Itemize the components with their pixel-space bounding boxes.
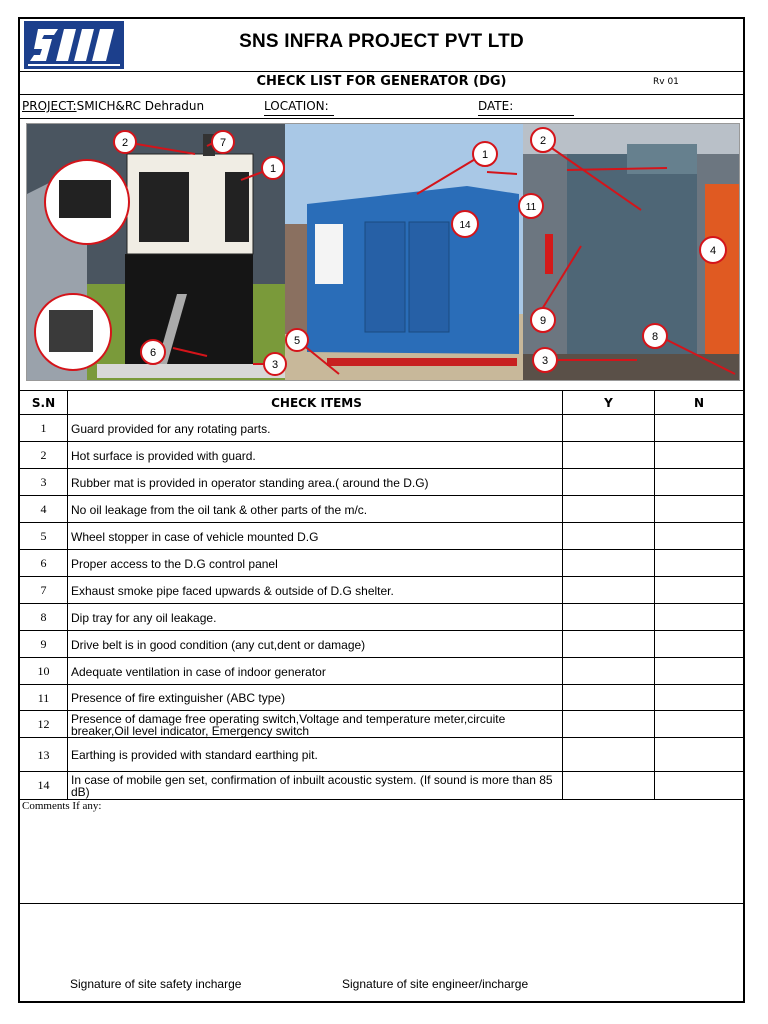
callout-marker	[212, 131, 234, 153]
table-row	[20, 603, 743, 631]
callout-number: 1	[269, 163, 277, 175]
row-number: 2	[20, 442, 68, 469]
check-item-text: Hot surface is provided with guard.	[68, 442, 563, 469]
divider	[20, 903, 743, 904]
table-row	[20, 549, 743, 577]
check-item-text: No oil leakage from the oil tank & other parts of the m/c.	[68, 496, 563, 523]
location-label: LOCATION:	[264, 99, 329, 113]
divider	[20, 118, 743, 119]
table-header-row	[20, 390, 743, 415]
yes-cell[interactable]	[563, 577, 655, 604]
callout-number: 11	[525, 202, 537, 213]
table-row	[20, 495, 743, 523]
yes-cell[interactable]	[563, 658, 655, 685]
safety-incharge-signature-label: Signature of site safety incharge	[70, 977, 242, 991]
header-check-items: CHECK ITEMS	[68, 391, 563, 415]
date-underline	[478, 115, 574, 116]
row-number: 4	[20, 496, 68, 523]
callout-marker	[262, 157, 284, 179]
callout-number: 14	[459, 220, 471, 231]
generator-photo-composite	[26, 123, 740, 381]
comments-label: Comments If any:	[22, 800, 102, 812]
no-cell[interactable]	[655, 738, 743, 772]
table-row	[20, 468, 743, 496]
callout-marker	[141, 340, 165, 364]
no-cell[interactable]	[655, 469, 743, 496]
callout-number: 3	[271, 359, 279, 371]
location-underline	[264, 115, 334, 116]
table-row	[20, 710, 743, 738]
no-cell[interactable]	[655, 604, 743, 631]
checklist-title: CHECK LIST FOR GENERATOR (DG)	[256, 74, 507, 89]
header-yes: Y	[563, 391, 655, 415]
table-row	[20, 576, 743, 604]
row-number: 13	[20, 738, 68, 772]
callout-number: 7	[219, 137, 227, 149]
revision-label: Rv 01	[653, 77, 679, 87]
yes-cell[interactable]	[563, 550, 655, 577]
no-cell[interactable]	[655, 772, 743, 799]
row-number: 10	[20, 658, 68, 685]
yes-cell[interactable]	[563, 711, 655, 738]
yes-cell[interactable]	[563, 415, 655, 442]
no-cell[interactable]	[655, 658, 743, 685]
check-item-text: Dip tray for any oil leakage.	[68, 604, 563, 631]
no-cell[interactable]	[655, 631, 743, 658]
check-item-text: Rubber mat is provided in operator standing area.( around the D.G)	[68, 469, 563, 496]
check-item-text: Earthing is provided with standard earthing pit.	[68, 738, 563, 772]
no-cell[interactable]	[655, 442, 743, 469]
project-value: SMICH&RC Dehradun	[76, 99, 205, 113]
check-item-text: Presence of fire extinguisher (ABC type)	[68, 685, 563, 711]
check-item-text: Guard provided for any rotating parts.	[68, 415, 563, 442]
check-item-text: Wheel stopper in case of vehicle mounted D.G	[68, 523, 563, 550]
header-no: N	[693, 396, 705, 410]
callout-marker	[533, 348, 557, 372]
table-row	[20, 441, 743, 469]
no-cell[interactable]	[655, 685, 743, 711]
date-label: DATE:	[478, 99, 514, 113]
no-cell[interactable]	[655, 496, 743, 523]
callout-number: 2	[121, 137, 129, 149]
callout-number: 6	[149, 347, 157, 359]
callout-marker	[452, 211, 478, 237]
row-number: 3	[20, 469, 68, 496]
table-row	[20, 684, 743, 711]
yes-cell[interactable]	[563, 772, 655, 799]
row-number: 8	[20, 604, 68, 631]
table-row	[20, 657, 743, 685]
yes-cell[interactable]	[563, 685, 655, 711]
no-cell[interactable]	[655, 523, 743, 550]
check-item-text: Exhaust smoke pipe faced upwards & outside of D.G shelter.	[68, 577, 563, 604]
callout-marker	[643, 324, 667, 348]
yes-cell[interactable]	[563, 523, 655, 550]
checklist-sheet	[18, 17, 745, 1003]
callout-number: 9	[539, 315, 547, 327]
callout-number: 5	[293, 335, 301, 347]
yes-cell[interactable]	[563, 604, 655, 631]
no-cell[interactable]	[655, 550, 743, 577]
row-number: 6	[20, 550, 68, 577]
project-label: PROJECT:	[22, 99, 77, 113]
no-cell[interactable]	[655, 577, 743, 604]
row-number: 12	[20, 711, 68, 738]
callout-marker	[519, 194, 543, 218]
row-number: 7	[20, 577, 68, 604]
check-item-text: Adequate ventilation in case of indoor generator	[68, 658, 563, 685]
row-number: 11	[20, 685, 68, 711]
no-cell[interactable]	[655, 711, 743, 738]
row-number: 1	[20, 415, 68, 442]
check-item-text: Drive belt is in good condition (any cut,dent or damage)	[68, 631, 563, 658]
no-cell[interactable]	[655, 415, 743, 442]
divider	[20, 94, 743, 95]
check-item-text: Presence of damage free operating switch,Voltage and temperature meter,circuite breaker,Oil level indicator, Emergency switch	[68, 711, 563, 738]
callout-marker	[531, 128, 555, 152]
header-sn: S.N	[20, 391, 68, 415]
callout-number: 4	[709, 245, 717, 257]
callout-number: 2	[539, 135, 547, 147]
yes-cell[interactable]	[563, 631, 655, 658]
yes-cell[interactable]	[563, 442, 655, 469]
divider	[20, 71, 743, 72]
yes-cell[interactable]	[563, 496, 655, 523]
callout-marker	[286, 329, 308, 351]
row-number: 9	[20, 631, 68, 658]
table-row	[20, 414, 743, 442]
table-row	[20, 522, 743, 550]
check-item-text: Proper access to the D.G control panel	[68, 550, 563, 577]
project-field	[22, 99, 204, 113]
table-row	[20, 737, 743, 772]
callout-marker	[114, 131, 136, 153]
table-row	[20, 630, 743, 658]
callout-number: 3	[541, 355, 549, 367]
callout-number: 8	[651, 331, 659, 343]
row-number: 14	[20, 772, 68, 799]
check-item-text: In case of mobile gen set, confirmation of inbuilt acoustic system. (If sound is more than 85 dB)	[68, 772, 563, 799]
yes-cell[interactable]	[563, 469, 655, 496]
callout-number: 1	[481, 149, 489, 161]
callout-marker	[473, 142, 497, 166]
callout-marker	[264, 353, 286, 375]
callout-marker	[531, 308, 555, 332]
table-row	[20, 771, 743, 800]
row-number: 5	[20, 523, 68, 550]
yes-cell[interactable]	[563, 738, 655, 772]
callout-marker	[700, 237, 726, 263]
engineer-signature-label: Signature of site engineer/incharge	[342, 977, 529, 991]
company-name: SNS INFRA PROJECT PVT LTD	[239, 31, 524, 52]
